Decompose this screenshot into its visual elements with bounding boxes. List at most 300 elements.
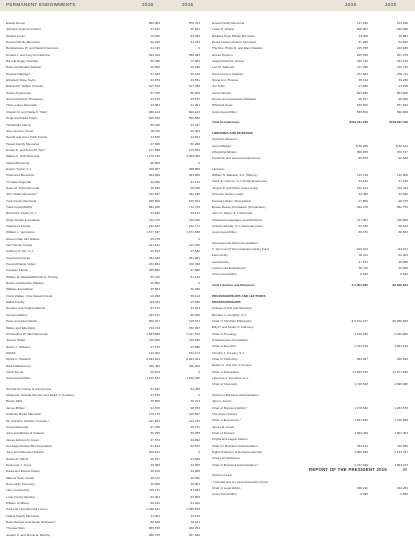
row-label: Dennis and Jacqueline Whitaker	[212, 97, 257, 102]
row-label: William N. Blackett, S.J. (History)	[212, 173, 258, 178]
value-2015: 452,979	[396, 59, 408, 64]
value-2016: 45,595	[150, 185, 160, 190]
row-label: Chair of Business Administration *	[212, 462, 259, 467]
row-label: Whirland Keep	[212, 103, 233, 108]
value-2015: 33,611	[190, 520, 200, 524]
value-2016: 49,800	[150, 65, 160, 70]
value-2015: 36,144	[190, 293, 200, 298]
row-label: T. Jenny and Helen Greeder Library Fund	[212, 247, 269, 252]
value-2016: 312,567	[148, 192, 160, 197]
value-2016: 865,803	[148, 21, 160, 25]
row-label: Lane Community	[6, 488, 30, 493]
value-2015: 1,186,435	[186, 376, 200, 381]
row-label: Frank E. Caruso, S.J. (Political Science)	[212, 179, 268, 184]
row-label: Upper Divide Foundation	[6, 217, 41, 222]
row-label: Robert and Debbie Wallace	[6, 281, 44, 286]
row-label: Townsend Memorial	[6, 173, 34, 178]
value-2015: 31,984	[190, 456, 200, 461]
value-2015: 49,651	[190, 78, 200, 83]
value-2016: 79,250	[150, 33, 160, 38]
value-2016: 21,465	[358, 84, 368, 89]
row-label: Chair of Theology	[212, 331, 237, 336]
value-2015: 556,093	[188, 52, 200, 57]
row-label: Steven Dale Van Daehle	[6, 236, 40, 241]
value-2015: 39,193	[190, 71, 200, 76]
value-2015: 91,813	[190, 306, 200, 311]
row-label: Chair of Business Ethics *	[212, 405, 248, 410]
value-2015: $2,288,565	[392, 318, 408, 323]
row-label: Myrtle C. Waddell	[6, 357, 31, 362]
value-2015: 1,371,638	[186, 230, 200, 235]
value-2015: 32,578	[190, 513, 200, 518]
row-label: Abramson Scholar Women and Ralph J. Smothey	[6, 393, 75, 398]
row-label: David and Bonnie Kaiser	[6, 469, 41, 474]
value-2015: 90,682	[398, 156, 408, 161]
row-label: Walter and Ella Welty	[6, 325, 36, 330]
value-2016: 304,699	[148, 173, 160, 178]
value-2016: 163,623	[148, 224, 160, 228]
value-2015: 166,807	[188, 412, 200, 417]
row-label: John L. Kranz,	[212, 399, 232, 404]
value-2015: 23,819	[398, 84, 408, 89]
row-label: Anthony P. Vitz, S.J.	[6, 249, 34, 254]
value-2016: 1,278,145	[146, 154, 160, 159]
value-2015: 3,131,757	[394, 449, 408, 454]
row-label: Richard F. Twohy, D.J.	[6, 211, 37, 216]
value-2015: 24,300	[190, 462, 200, 467]
value-2016: 69,788	[150, 59, 160, 64]
value-2015: 26,949	[190, 65, 200, 70]
value-2016: 34,368	[358, 33, 368, 38]
value-2015: 2,036,889	[394, 331, 408, 336]
row-label: LIBRARIES AND MUSEUMS	[212, 130, 253, 135]
value-2016: 894,837	[356, 356, 368, 361]
value-2016: 162,121	[356, 185, 368, 190]
value-2016: 28,268	[150, 293, 160, 298]
value-2015: 81,954	[190, 488, 200, 493]
row-label: Marcus Keen Family	[6, 475, 35, 480]
row-label: Dowd Carlson Palmer Memorial	[212, 40, 256, 45]
value-2016: 93,870	[150, 78, 160, 83]
value-2015: 1,393,950	[186, 154, 200, 159]
value-2015: $2,326,564	[392, 283, 408, 287]
value-2016: 30,877	[150, 456, 160, 461]
value-2016: 1,153,531	[146, 376, 160, 381]
value-2016: 51,591	[150, 386, 160, 391]
value-2015: 36,364	[190, 128, 200, 133]
value-2016: 2,395	[360, 492, 368, 497]
row-label: PROFESSORSHIPS	[212, 299, 241, 304]
value-2015: 946,530	[396, 356, 408, 361]
row-label: Pat and Randy Volker	[6, 262, 36, 267]
table-row	[6, 532, 200, 538]
value-2015: 91,143	[190, 179, 200, 184]
value-2016: 88,340	[150, 122, 160, 127]
value-2015: 23,386	[190, 300, 200, 305]
row-label: Lewis H. Orland	[212, 27, 235, 32]
row-label: Anonymous/Other	[212, 230, 237, 235]
value-2015: 1,863,213	[394, 462, 408, 467]
value-2015: 25,901	[190, 481, 200, 486]
row-label: Crane Memorial	[6, 424, 29, 429]
value-2016: 850,875	[356, 149, 368, 154]
row-label: Walsh Family	[6, 300, 25, 305]
value-2016: 109,810	[356, 247, 368, 252]
value-2016: 34,041	[150, 27, 160, 32]
row-label: Jill and Fletcher Thompson	[6, 97, 44, 102]
value-2015: 162,284	[396, 485, 408, 490]
value-2016: 133,729	[356, 173, 368, 178]
value-2016: 49,850	[150, 281, 160, 286]
value-2015: 162,398	[188, 262, 200, 267]
value-2015: 39,236	[398, 78, 408, 83]
row-label: Bruton Mills	[6, 399, 23, 404]
value-2015: 50,268	[190, 141, 200, 146]
value-2015: 0	[198, 236, 200, 241]
value-2016: 38,146	[150, 500, 160, 505]
value-2016: 13,659,575	[352, 369, 368, 374]
row-label: Christopher W. Wert Memorial	[6, 331, 48, 336]
row-label: William L. Van Doren	[6, 230, 35, 235]
value-2015: 57,132	[190, 274, 200, 279]
value-2016: 127,057	[356, 217, 368, 222]
row-label: The Rev. Philip M. and Mary Raskins	[212, 46, 263, 51]
value-2015: 0	[198, 281, 200, 286]
row-label: James Edmond's Green	[6, 437, 40, 442]
value-2016: 47,986	[150, 141, 160, 146]
value-2015: 780,067	[188, 325, 200, 330]
row-label: Chair of Christian Philosophy	[212, 318, 252, 323]
value-2015: 1,863,615	[394, 344, 408, 349]
value-2015: 580,809	[396, 109, 408, 114]
row-label: William E. Waddell/Michael D. Herzog	[6, 274, 58, 279]
value-2015: 98,978	[190, 405, 200, 410]
value-2016: 41,636	[150, 135, 160, 140]
value-2015: 739,586	[396, 443, 408, 448]
row-label: Billy P. and Stuart O. Flannery,	[212, 325, 254, 330]
left-column-endowment-list	[6, 20, 200, 538]
value-2016: 549,278	[356, 204, 368, 209]
value-2016: 186,820	[356, 103, 368, 108]
value-2016: 118,011	[149, 300, 160, 305]
value-2015: 67,806	[190, 268, 200, 273]
value-2015: 68,788	[190, 185, 200, 190]
value-2015: 1,350,875	[186, 507, 200, 512]
value-2015: 42,895	[190, 469, 200, 474]
row-label: Lee M. Salzman	[212, 65, 235, 70]
row-label: Paul and Lisa Bernardi Lucero	[6, 507, 48, 512]
row-label: Piglet Professor of Entrepreneurship	[212, 449, 262, 454]
value-2015: 332,238	[188, 192, 200, 197]
value-2016: 86,183	[358, 156, 368, 161]
year-2015-left: 2015	[182, 2, 194, 7]
value-2015: 25,881	[398, 33, 408, 38]
row-label: Elizabeth Rose Taylor	[6, 78, 36, 83]
value-2016: 1,763,756	[354, 344, 368, 349]
row-label: Chair of Chemistry	[212, 382, 238, 387]
value-2015: 69,892	[398, 40, 408, 45]
row-label: Peter and Carol Webb	[6, 319, 37, 324]
value-2015: 257,833	[396, 103, 408, 108]
value-2016: 97,758	[150, 424, 160, 429]
row-label: Sandra Lewis	[6, 33, 25, 38]
value-2015: 112,011	[397, 247, 408, 252]
row-label: James Britton	[6, 405, 25, 410]
value-2016: 743,474	[148, 325, 160, 330]
row-label: Chair of Fine Arts	[212, 344, 236, 349]
value-2016: 93,366	[358, 192, 368, 197]
value-2016: 1,178,646	[354, 405, 368, 410]
row-label: Sylvia Ann Thomas	[212, 78, 239, 83]
value-2015: 65,721	[190, 424, 200, 429]
value-2016: $ 2,504,030	[351, 283, 368, 287]
row-label: Richard R. Tedder II Family	[6, 84, 44, 89]
value-2016: 1,631,825	[354, 418, 368, 423]
row-label: Jundt Art Museum:	[212, 137, 238, 142]
row-label: Bill and Peggy Snodder	[6, 59, 39, 64]
header-band	[0, 0, 415, 11]
value-2016: 1,918,283	[354, 331, 368, 336]
table-row	[212, 491, 408, 497]
row-label: Timberlake Family	[6, 122, 32, 127]
row-label: Anonymous/Other	[212, 492, 237, 497]
row-label: Gonzaga Law School Foundation:	[212, 240, 259, 245]
row-label: Anaheim Burke Memorial	[6, 412, 41, 417]
row-label: Hatti and Rosalie Sullivan	[6, 65, 42, 70]
value-2016: 55,370	[150, 274, 160, 279]
page-number: 30	[402, 467, 407, 472]
row-label: Judge Robert E. Reese	[212, 59, 245, 64]
row-label: Frederick and Genevieve Eichorner	[212, 156, 261, 161]
value-2015: 120,729	[396, 65, 408, 70]
value-2015: $118,937,449	[389, 120, 408, 125]
value-2015: 1,417,512	[186, 331, 200, 336]
value-2015: 878,703	[188, 21, 200, 25]
row-label: Susan Tepperman	[6, 90, 32, 95]
value-2016: 286,705	[148, 532, 160, 537]
row-label: Chair of Legal Ethics	[212, 485, 241, 490]
row-label: Anonymous/Other	[212, 272, 237, 277]
row-label: Barbara Hess Partap Memorial	[212, 33, 255, 38]
row-label: Total Libraries and Museums	[212, 283, 255, 287]
row-label: Prentice and Virginia Warner	[6, 306, 46, 311]
value-2015: 8,824	[400, 272, 408, 277]
value-2015: 112,250	[189, 243, 200, 248]
row-label: The Green Stoner,	[212, 411, 238, 416]
value-2015: 156,711	[397, 71, 408, 76]
row-label: John and Ann Toner	[6, 128, 34, 133]
row-label: Tulsa Group/NAPA	[6, 204, 32, 209]
row-label: Knickerbocker Foundation,	[212, 337, 249, 342]
row-label: Robert K. and Ann J. Powers,	[212, 363, 253, 368]
row-label: School of Law:	[212, 473, 233, 478]
value-2016: 31,001	[150, 513, 160, 518]
value-2016: $ 58,485	[355, 143, 368, 148]
value-2016: 38,977	[358, 97, 368, 102]
value-2015: 68,663	[398, 230, 408, 235]
row-label: Chair of Chemistry	[212, 356, 238, 361]
value-2015: 156,004	[188, 363, 200, 368]
value-2016: $119,311,769	[349, 120, 368, 125]
value-2016: 8,423,814	[146, 357, 160, 362]
value-2016: 286,882	[148, 268, 160, 273]
row-label: Van Haeren Family	[6, 243, 33, 248]
value-2015: 28,725	[398, 198, 408, 203]
row-label: Reese Hudson	[212, 52, 233, 57]
row-label: Chair of Finance	[212, 430, 235, 435]
footer-report-title: REPORT OF THE PRESIDENT 2016	[309, 467, 387, 472]
row-label: Estelle Reese	[6, 21, 26, 25]
value-2015: 98,489	[398, 97, 408, 102]
value-2016: 1,694,466	[354, 430, 368, 435]
value-2016: 157,939	[356, 71, 368, 76]
row-label: Vanderbilt Family	[6, 160, 30, 165]
value-2015: 114,753	[189, 418, 200, 423]
value-2016: 25,978	[358, 223, 368, 228]
value-2016: 45,583	[150, 287, 160, 292]
value-2016: 107,543	[148, 84, 160, 89]
row-label: Gonzaga Student Bar Association	[6, 443, 53, 448]
row-label: Donald J. and Lucy Ann Etienne	[6, 52, 51, 57]
row-label: Bomblestone W. and Sarah Dunsmore	[6, 46, 59, 51]
value-2015: 31,042	[190, 500, 200, 505]
row-label: Three Lakes Memorial	[6, 103, 37, 108]
row-label: Chair for Business Administration	[212, 443, 258, 448]
value-2016: 91,576	[150, 405, 160, 410]
value-2016: 753,614	[356, 443, 368, 448]
value-2016: 435,742	[356, 59, 368, 64]
value-2016: 54,125	[150, 97, 160, 102]
value-2015: 35,141	[190, 211, 200, 216]
year-2016-left: 2016	[142, 2, 154, 7]
value-2015: $ 60,614	[395, 143, 408, 148]
value-2016: 56,759	[150, 431, 160, 436]
value-2015: 28,156	[398, 223, 408, 228]
row-label: Laurence J. Donohue, S.J.,	[212, 376, 250, 380]
row-label: Phyllis and Angelo Mastro	[212, 437, 248, 442]
value-2016: 28,473	[150, 475, 160, 480]
value-2015: 46,450	[190, 287, 200, 292]
row-label: Total Scholarships	[212, 120, 240, 125]
row-label: Law Review	[212, 259, 229, 264]
value-2016: $ 2,162,377	[351, 318, 368, 323]
value-2015: 398,889	[188, 166, 200, 171]
row-label: School of Business Administration:	[212, 392, 260, 397]
value-2015: 80,909	[190, 90, 200, 95]
value-2016: 40,156	[150, 469, 160, 474]
value-2016: 394,330	[148, 255, 160, 260]
row-label: Evelyn Tucker T. J.	[6, 166, 32, 171]
value-2015: 154,520	[396, 21, 408, 25]
value-2015: 94,809	[190, 494, 200, 499]
row-label: Timothy J. O'Leary, S.J.,	[212, 350, 246, 355]
value-2016: 117,099	[357, 65, 368, 70]
value-2015: 47,582	[190, 249, 200, 254]
right-column-endowment-list	[212, 20, 408, 498]
value-2015: 92,954	[398, 192, 408, 197]
section-title: PERMANENT ENDOWMENTS	[6, 2, 76, 7]
value-2015: 37,185	[398, 179, 408, 184]
row-label: Thomas Marx	[6, 526, 25, 531]
row-label: Mr. and Mrs. Charles Crowder *	[6, 418, 50, 423]
row-label: Peter M. Tripp Memorial	[6, 185, 40, 190]
value-2015: 92,205	[398, 253, 408, 258]
year-2016-right: 2016	[345, 2, 357, 7]
value-2016: 855,959	[356, 109, 368, 114]
row-label: Anonymous/Other	[6, 376, 31, 381]
row-label: J. Donald and Ivy Lane (Donnelli) Curran	[212, 479, 269, 484]
value-2016: 51,579	[150, 393, 160, 398]
row-label: Jim Tobin	[212, 84, 226, 89]
value-2015: 72,884	[190, 59, 200, 64]
row-label: Velazquez Family	[6, 224, 31, 228]
value-2016: 166,394	[148, 363, 160, 368]
value-2015: 1,725,890	[394, 418, 408, 423]
value-2016: 37,096	[358, 40, 368, 45]
row-label: Nusell Family Memorial	[212, 21, 245, 25]
row-label: Carolyn Waters	[6, 312, 28, 317]
value-2016: 38,314	[358, 78, 368, 83]
value-2015: 118,574	[189, 319, 200, 324]
row-label: Frank Walker, Chet Nanart Friend	[6, 293, 53, 298]
value-2016: 1,747,336	[354, 462, 368, 467]
row-label: Jeff and Jovanna Grether	[6, 27, 41, 32]
value-2015: 128,444	[396, 185, 408, 190]
value-2016: 215,758	[356, 46, 368, 51]
row-label: PROFESSORSHIPS AND LECTURES	[212, 293, 266, 298]
value-2016: 31,715	[150, 46, 160, 51]
row-label: Tri-State Regional	[6, 179, 31, 184]
value-2016: 265,809	[148, 198, 160, 203]
row-label: William Lindberg	[6, 500, 29, 505]
row-label: Joseph P. and Helen Gates (Law)	[212, 185, 259, 190]
value-2016: 154,803	[148, 262, 160, 267]
row-label: Hugh and Marla Tinker	[6, 116, 38, 121]
value-2016: 27,570	[150, 437, 160, 442]
value-2015: 29,892	[190, 437, 200, 442]
value-2015: 83,280	[190, 33, 200, 38]
value-2016: 30,513	[150, 249, 160, 254]
row-label: Walter G. Toth Memorial	[6, 154, 40, 159]
value-2016: 402,141	[148, 312, 160, 317]
row-label: Jeanne Wharf	[6, 338, 26, 343]
value-2015: 56,672	[190, 97, 200, 102]
value-2015: 712,735	[188, 204, 200, 209]
value-2015: 152,174	[188, 350, 200, 355]
value-2016: 108,101	[148, 450, 160, 455]
value-2015: 41,991	[190, 103, 200, 108]
row-label: Doelle-Reese Foundation (Humanities)	[212, 204, 266, 209]
year-2015-right: 2015	[385, 2, 397, 7]
row-label: John and Deborah Holleran	[6, 450, 44, 455]
value-2015: 381,081	[188, 255, 200, 260]
value-2015: 938,253	[188, 526, 200, 531]
row-label: Ernest H. and Anna W. Tyler	[6, 147, 45, 152]
value-2016: 33,182	[358, 179, 368, 184]
value-2015: 520,133	[188, 109, 200, 114]
value-2015: 0	[198, 369, 200, 374]
value-2015: 78,213	[190, 399, 200, 404]
row-label: Vonasko Family	[6, 268, 28, 273]
row-label: Nate Metzger and Susan Rickleand	[6, 520, 55, 524]
value-2015: 297,849	[188, 532, 200, 537]
value-2015: 32,870	[190, 443, 200, 448]
row-label: James R. Lovell,	[212, 424, 235, 429]
row-label: Chair of Economics *	[212, 418, 241, 423]
row-label: John Tobbs Memorial *	[6, 192, 38, 197]
row-label: WMAS	[6, 350, 16, 355]
row-label: David Waltemeyer	[6, 363, 32, 368]
